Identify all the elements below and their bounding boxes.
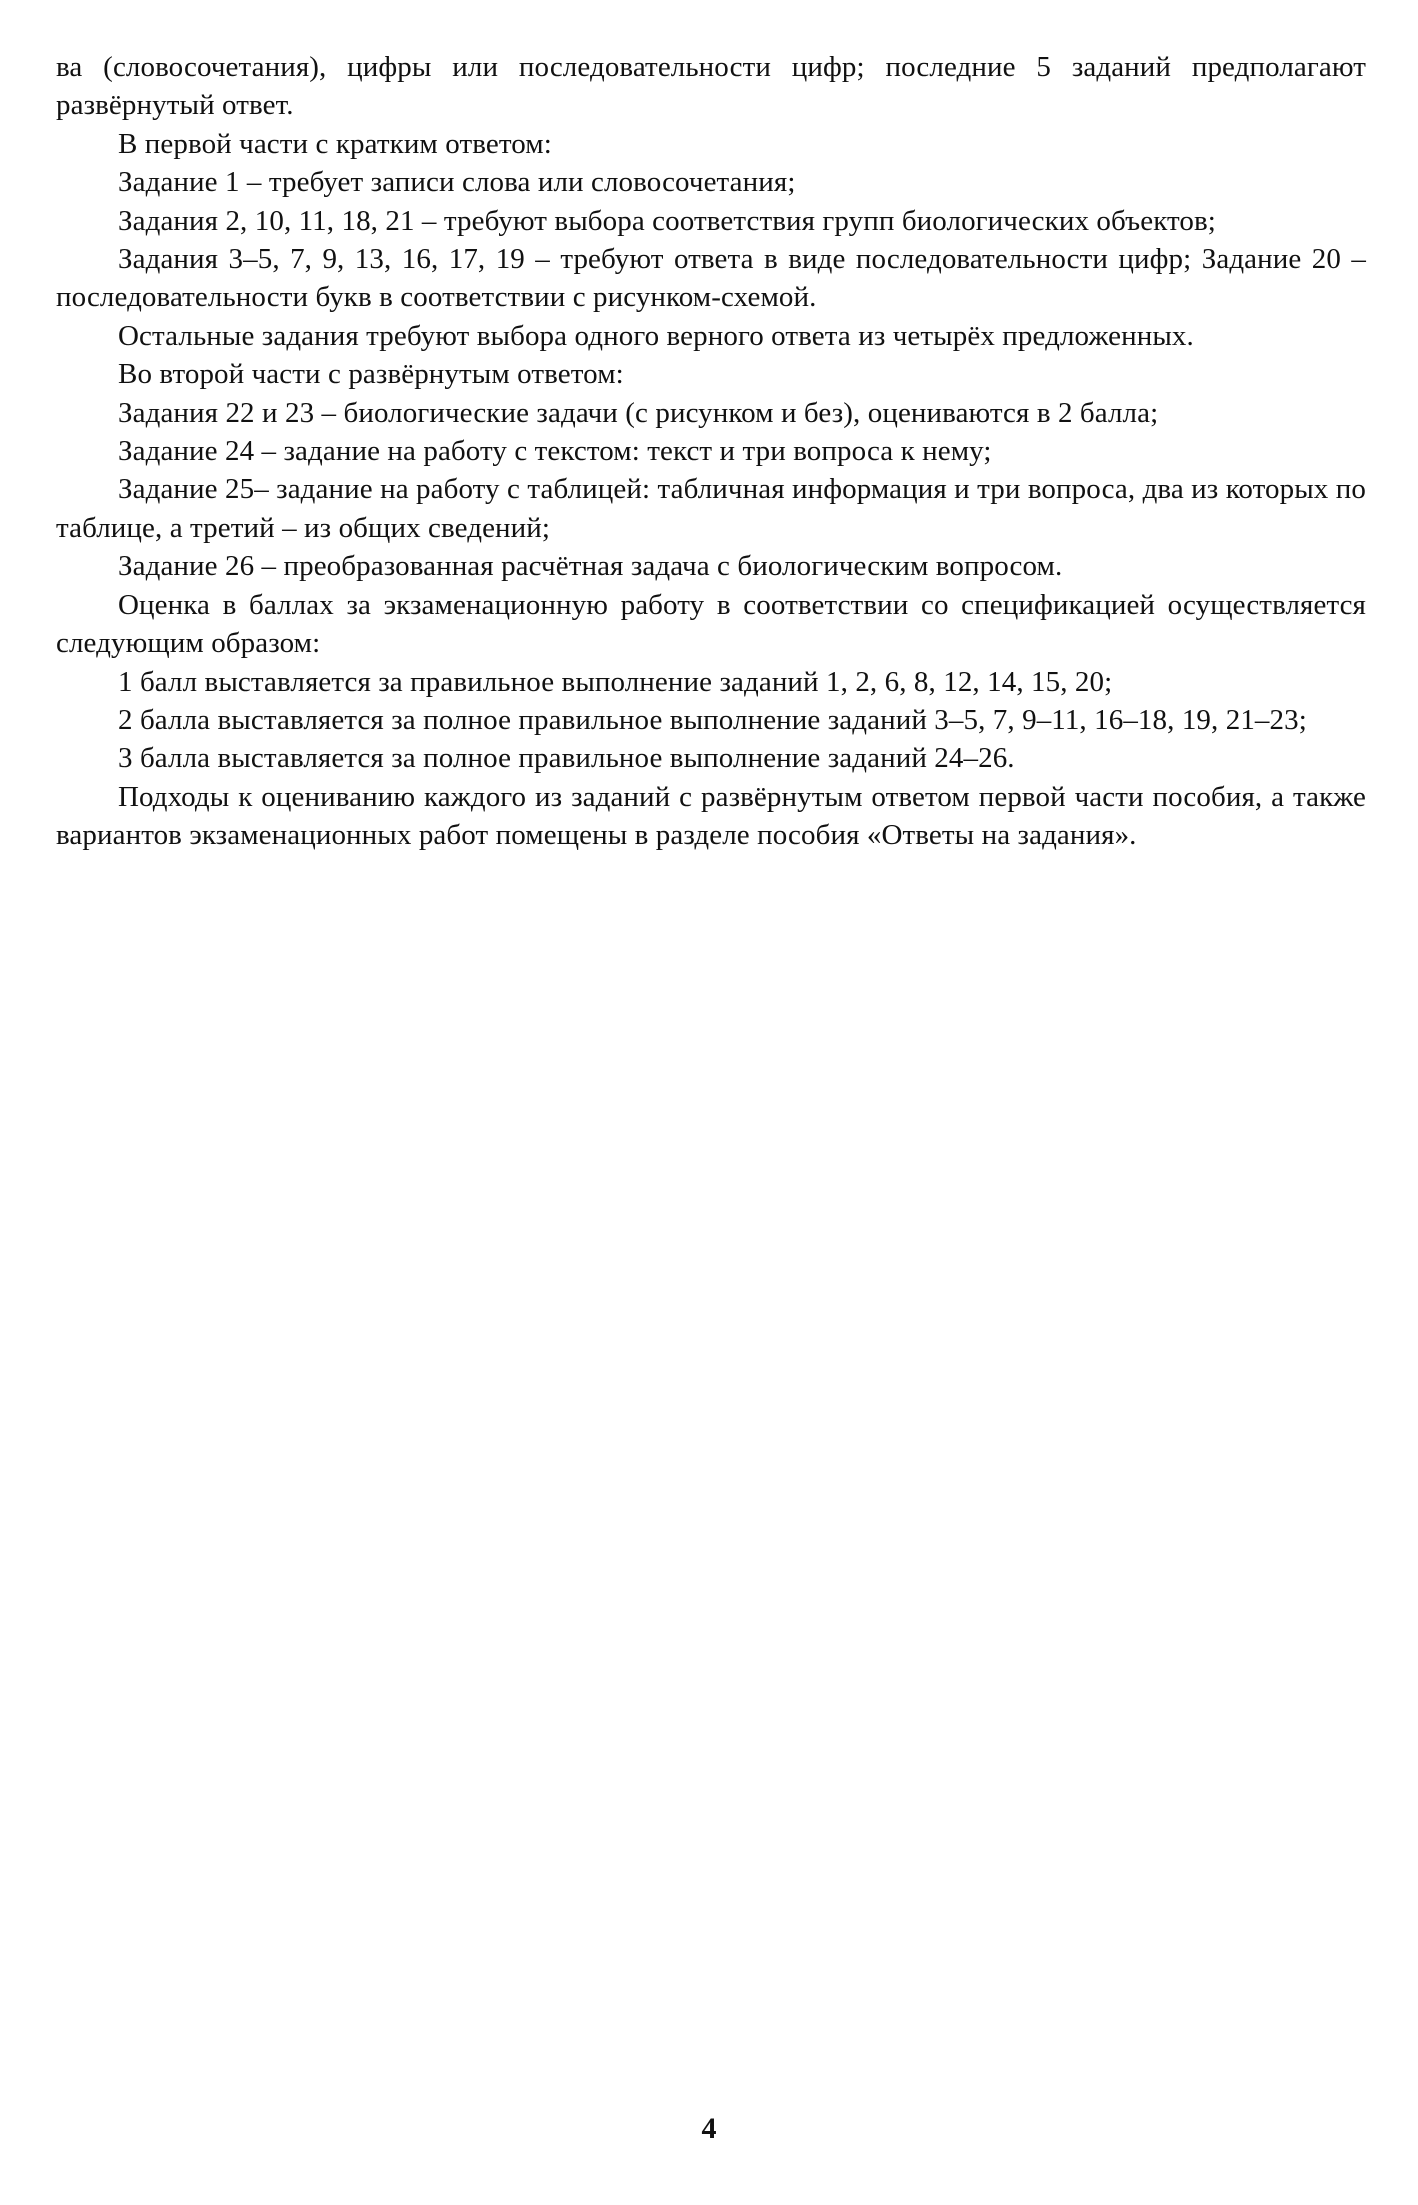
paragraph-task-1: Задание 1 – требует записи слова или словосочетания;: [118, 166, 796, 199]
paragraph-scoring-1-point: 1 балл выставляется за правильное выполнение заданий 1, 2, 6, 8, 12, 14, 15, 20;: [118, 665, 1113, 698]
paragraph-scoring-3-points: 3 балла выставляется за полное правильное выполнение заданий 24–26.: [118, 742, 1015, 775]
paragraph-tasks-sequence: Задания 3–5, 7, 9, 13, 16, 17, 19 – требуют ответа в виде последовательности цифр; Задание 20 – последовательности букв в соответствии с рисунком-схемой.: [56, 243, 1366, 314]
paragraph-other-tasks: Остальные задания требуют выбора одного верного ответа из четырёх предложенных.: [118, 319, 1194, 352]
paragraph-task-26: Задание 26 – преобразованная расчётная задача с биологическим вопросом.: [118, 550, 1063, 583]
paragraph-part2-heading: Во второй части с развёрнутым ответом:: [118, 358, 624, 391]
page-number: 4: [701, 2112, 717, 2145]
paragraph-approaches: Подходы к оцениванию каждого из заданий с развёрнутым ответом первой части пособия, а также вариантов экзаменационных работ помещены в разделе пособия «Ответы на задания».: [56, 780, 1366, 852]
paragraph-part1-heading: В первой части с кратким ответом:: [118, 127, 552, 160]
paragraph-task-25: Задание 25– задание на работу с таблицей: табличная информация и три вопроса, два из которых по таблице, а третий – из общих сведений;: [56, 473, 1366, 544]
paragraph-tasks-matching: Задания 2, 10, 11, 18, 21 – требуют выбора соответствия групп биологических объектов;: [118, 204, 1216, 237]
paragraph-scoring-2-points: 2 балла выставляется за полное правильное выполнение заданий 3–5, 7, 9–11, 16–18, 19, 21–23;: [118, 703, 1307, 736]
paragraph-scoring-intro: Оценка в баллах за экзаменационную работу в соответствии со спецификацией осуществляется следующим образом:: [56, 588, 1366, 660]
paragraph-continuation: ва (словосочетания), цифры или последовательности цифр; последние 5 заданий предполагают развёрнутый ответ.: [56, 51, 1366, 122]
page-body-text: [56, 48, 1366, 855]
paragraph-task-24: Задание 24 – задание на работу с текстом: текст и три вопроса к нему;: [118, 435, 992, 468]
paragraph-tasks-22-23: Задания 22 и 23 – биологические задачи (с рисунком и без), оцениваются в 2 балла;: [118, 396, 1159, 429]
